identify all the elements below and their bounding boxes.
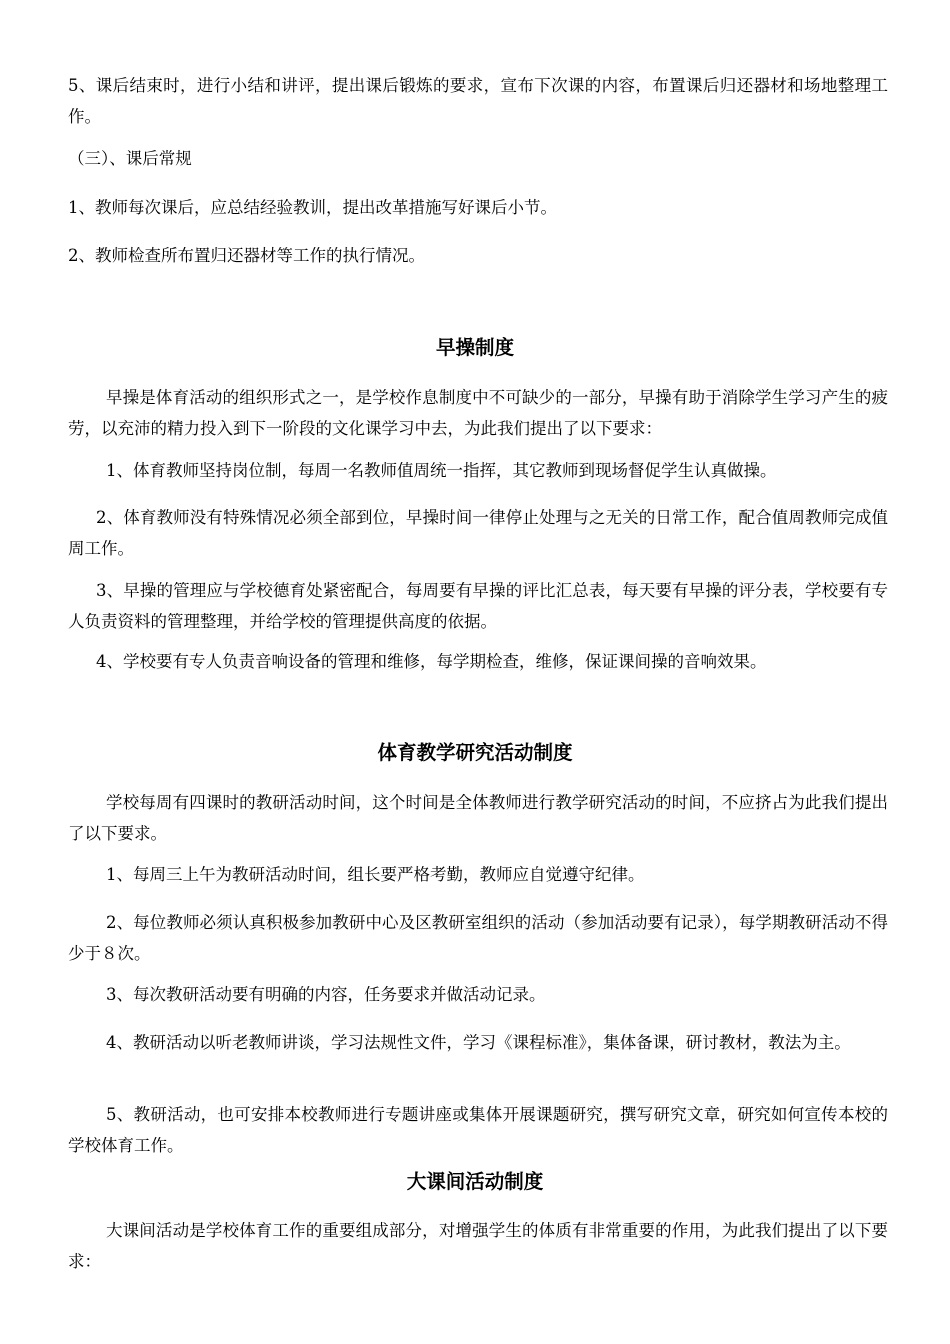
paragraph-class-end: 5、课后结束时，进行小结和讲评，提出课后锻炼的要求，宣布下次课的内容，布置课后归还器材和场地整理工作。 xyxy=(68,76,888,126)
list-item: 1、教师每次课后，应总结经验教训，提出改革措施写好课后小节。 xyxy=(68,198,557,217)
list-item: 3、早操的管理应与学校德育处紧密配合，每周要有早操的评比汇总表，每天要有早操的评分表，学校要有专人负责资料的管理整理，并给学校的管理提供高度的依据。 xyxy=(68,581,888,631)
list-item: 3、每次教研活动要有明确的内容，任务要求并做活动记录。 xyxy=(106,985,546,1004)
list-item: 2、每位教师必须认真积极参加教研中心及区教研室组织的活动（参加活动要有记录），每学期教研活动不得少于８次。 xyxy=(68,913,888,963)
list-item: 1、每周三上午为教研活动时间，组长要严格考勤，教师应自觉遵守纪律。 xyxy=(106,865,645,884)
list-item: 4、学校要有专人负责音响设备的管理和维修，每学期检查，维修，保证课间操的音响效果。 xyxy=(96,652,767,671)
list-item: 4、教研活动以听老教师讲谈，学习法规性文件，学习《课程标准》，集体备课，研讨教材，教法为主。 xyxy=(106,1033,851,1052)
intro-paragraph: 早操是体育活动的组织形式之一，是学校作息制度中不可缺少的一部分，早操有助于消除学生学习产生的疲劳，以充沛的精力投入到下一阶段的文化课学习中去，为此我们提出了以下要求： xyxy=(68,388,888,438)
section-heading-after-class: （三）、课后常规 xyxy=(68,149,192,168)
section-title-morning-exercise: 早操制度 xyxy=(435,336,514,359)
list-item: 1、体育教师坚持岗位制，每周一名教师值周统一指挥，其它教师到现场督促学生认真做操。 xyxy=(106,461,777,480)
intro-paragraph: 大课间活动是学校体育工作的重要组成部分，对增强学生的体质有非常重要的作用，为此我们提出了以下要求： xyxy=(68,1221,888,1271)
section-title-teaching-research: 体育教学研究活动制度 xyxy=(377,741,573,764)
section-title-big-recess: 大课间活动制度 xyxy=(406,1170,544,1193)
list-item: 2、教师检查所布置归还器材等工作的执行情况。 xyxy=(68,246,425,265)
list-item: 5、教研活动，也可安排本校教师进行专题讲座或集体开展课题研究，撰写研究文章，研究如何宣传本校的学校体育工作。 xyxy=(68,1105,888,1155)
intro-paragraph: 学校每周有四课时的教研活动时间，这个时间是全体教师进行教学研究活动的时间，不应挤占为此我们提出了以下要求。 xyxy=(68,793,888,843)
list-item: 2、体育教师没有特殊情况必须全部到位，早操时间一律停止处理与之无关的日常工作，配合值周教师完成值周工作。 xyxy=(68,508,888,558)
